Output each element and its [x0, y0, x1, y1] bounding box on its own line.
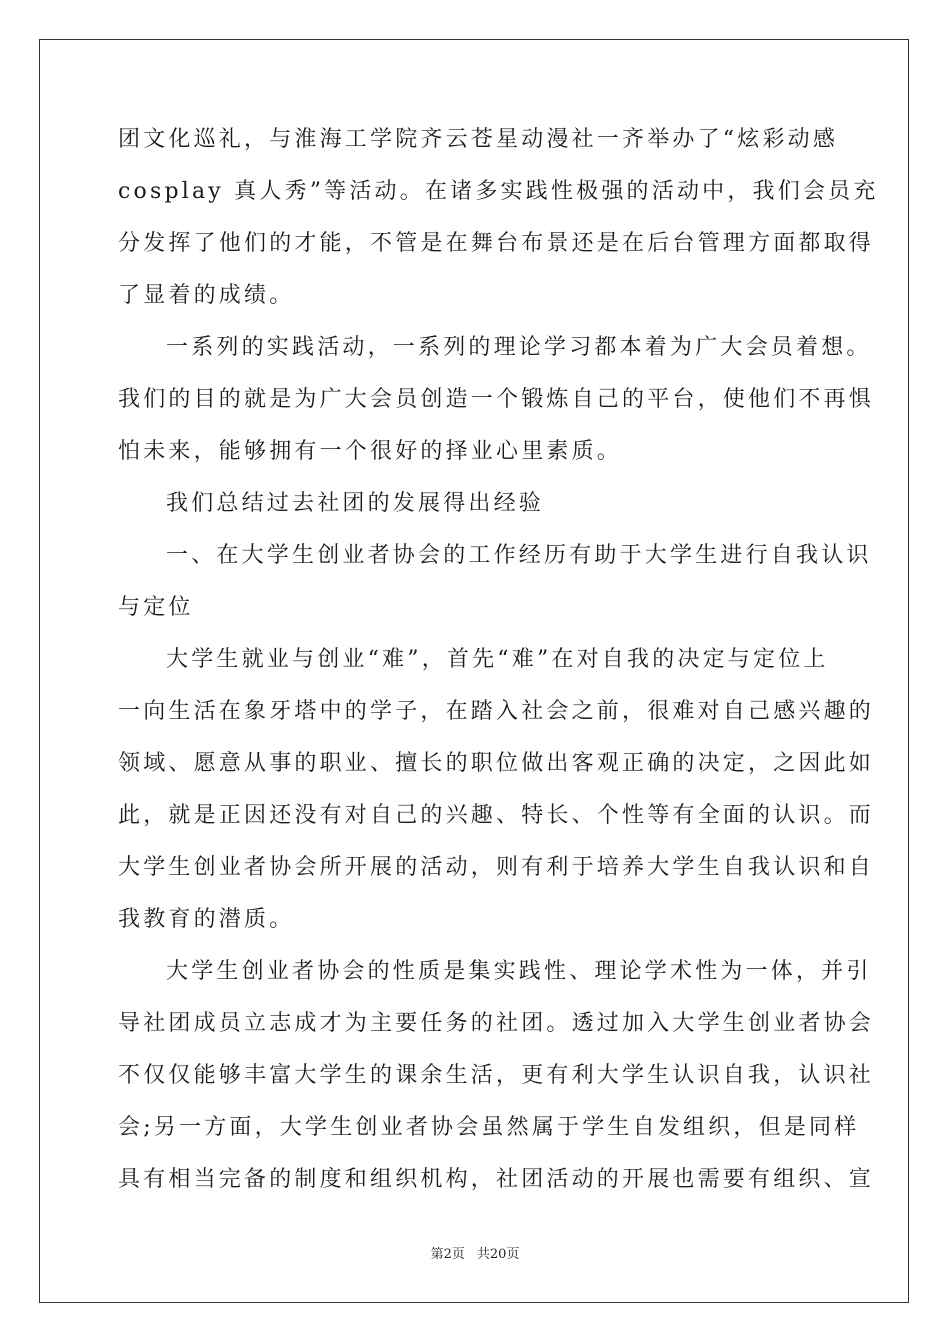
text-line: 此，就是正因还没有对自己的兴趣、特长、个性等有全面的认识。而: [118, 803, 875, 828]
text-line: 大学生就业与创业“难”，首先“难”在对自我的决定与定位上: [166, 647, 829, 672]
text-line: 具有相当完备的制度和组织机构，社团活动的开展也需要有组织、宣: [118, 1167, 875, 1192]
text-line: 领域、愿意从事的职业、擅长的职位做出客观正确的决定，之因此如: [118, 751, 875, 776]
text-line: cosplay 真人秀”等活动。在诸多实践性极强的活动中，我们会员充: [118, 179, 879, 204]
page-total: 共20页: [476, 1247, 520, 1262]
text-line: 大学生创业者协会所开展的活动，则有利于培养大学生自我认识和自: [118, 855, 875, 880]
text-line: 会;另一方面，大学生创业者协会虽然属于学生自发组织，但是同样: [118, 1115, 860, 1140]
text-line: 团文化巡礼，与淮海工学院齐云苍星动漫社一齐举办了“炫彩动感: [118, 127, 839, 152]
text-line: 分发挥了他们的才能，不管是在舞台布景还是在后台管理方面都取得: [118, 231, 875, 256]
text-line: 一向生活在象牙塔中的学子，在踏入社会之前，很难对自己感兴趣的: [118, 699, 875, 724]
text-line: 我教育的潜质。: [118, 907, 295, 932]
text-line: 导社团成员立志成才为主要任务的社团。透过加入大学生创业者协会: [118, 1011, 875, 1036]
text-line: 一、在大学生创业者协会的工作经历有助于大学生进行自我认识: [166, 543, 872, 568]
text-line: 一系列的实践活动，一系列的理论学习都本着为广大会员着想。: [166, 335, 872, 360]
text-line: 我们的目的就是为广大会员创造一个锻炼自己的平台，使他们不再惧: [118, 387, 875, 412]
text-line: 怕未来，能够拥有一个很好的择业心里素质。: [118, 439, 623, 464]
section-heading: 我们总结过去社团的发展得出经验: [166, 491, 545, 516]
text-line: 与定位: [118, 595, 194, 620]
page-number: 第2页: [430, 1247, 465, 1262]
text-line: 了显着的成绩。: [118, 283, 295, 308]
text-line: 不仅仅能够丰富大学生的课余生活，更有利大学生认识自我，认识社: [118, 1063, 875, 1088]
text-line: 大学生创业者协会的性质是集实践性、理论学术性为一体，并引: [166, 959, 872, 984]
page-footer: [0, 1243, 950, 1262]
